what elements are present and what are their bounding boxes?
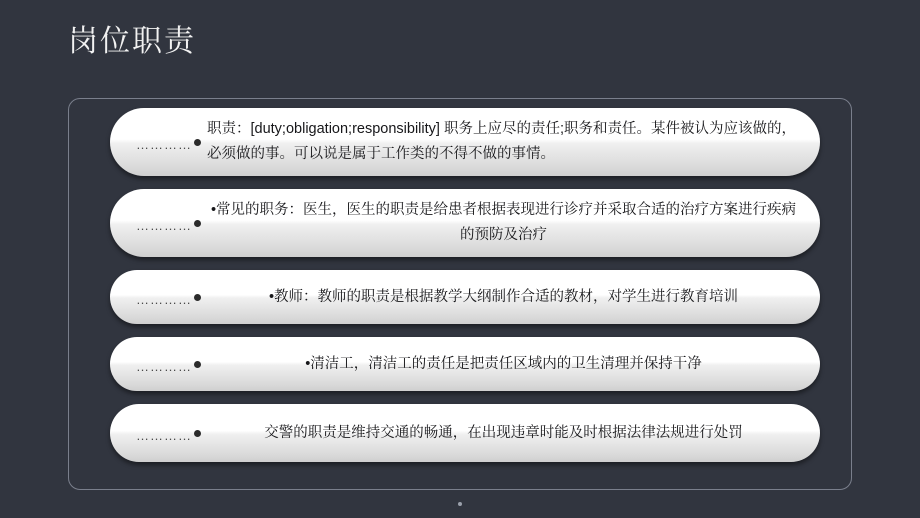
page-title: 岗位职责	[68, 25, 196, 58]
list-item[interactable]	[110, 189, 820, 257]
leader-dots	[136, 137, 207, 152]
dots-label: …………	[136, 137, 192, 152]
list-item[interactable]	[110, 108, 820, 176]
dots-label: …………	[136, 218, 192, 233]
list-item-text: •教师：教师的职责是根据教学大纲制作合适的教材，对学生进行教育培训	[268, 288, 739, 305]
list-item[interactable]	[110, 337, 820, 391]
bullet-dot-icon	[194, 361, 201, 368]
bullet-dot-icon	[194, 294, 201, 301]
bullet-list	[110, 108, 820, 475]
bullet-dot-icon	[194, 139, 201, 146]
list-item[interactable]	[110, 404, 820, 462]
list-item-text: 职责：[duty;obligation;responsibility] 职务上应尽的责任;职务和责任。某件被认为应该做的，必须做的事。可以说是属于工作类的不得不做的事情。	[207, 121, 796, 162]
leader-dots	[136, 292, 207, 307]
dots-label: …………	[136, 292, 192, 307]
list-item-text: •常见的职务：医生，医生的职责是给患者根据表现进行诊疗并采取合适的治疗方案进行疾病的预防及治疗	[210, 202, 797, 243]
list-item-text: 交警的职责是维持交通的畅通，在出现违章时能及时根据法律法规进行处罚	[264, 424, 743, 441]
dots-label: …………	[136, 359, 192, 374]
list-item-text: •清洁工，清洁工的责任是把责任区域内的卫生清理并保持干净	[305, 355, 702, 372]
footer-marker	[458, 502, 462, 506]
leader-dots	[136, 359, 207, 374]
dots-label: …………	[136, 428, 192, 443]
list-item[interactable]	[110, 270, 820, 324]
bullet-dot-icon	[194, 430, 201, 437]
leader-dots	[136, 428, 207, 443]
bullet-dot-icon	[194, 220, 201, 227]
leader-dots	[136, 218, 207, 233]
